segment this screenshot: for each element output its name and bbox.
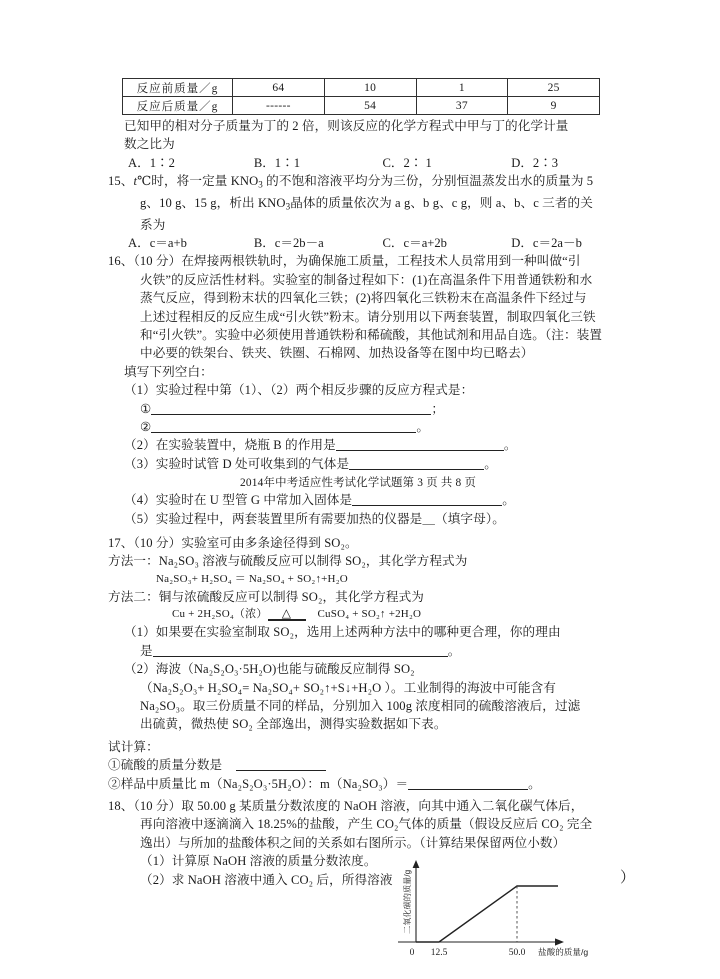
q17-method1 bbox=[108, 552, 608, 570]
page-content bbox=[108, 78, 608, 889]
q17-answer-blank-1[interactable] bbox=[153, 643, 448, 657]
q16-body-line2: 火铁”的反应活性材料。实验室的制备过程如下：(1)在高温条件下用普通铁粉和水 bbox=[140, 272, 593, 287]
q16-fill-prompt: 填写下列空白： bbox=[124, 364, 213, 379]
q15-sub-2: 3 bbox=[285, 201, 291, 212]
q16-sub3 bbox=[108, 455, 608, 473]
q16-sub2-tail: 。 bbox=[503, 438, 517, 453]
q17-sub1-line1: （1）如果要在实验室制取 SO₂，选用上述两种方法中的哪种更合理，你的理由 bbox=[124, 625, 561, 640]
q16-answer-blank-4[interactable] bbox=[349, 456, 484, 470]
q16-sub4-label: （4）实验时在 U 型管 G 中常加入固体是 bbox=[124, 493, 353, 508]
q15-option-c[interactable]: C．c＝a+2b bbox=[382, 235, 447, 250]
cell-after-2: 54 bbox=[324, 97, 416, 115]
q18-sub1: （1）计算原 NaOH 溶液的质量分数浓度。 bbox=[140, 854, 377, 869]
q17-answer-blank-3[interactable] bbox=[408, 776, 528, 790]
row-label-before: 反应前质量／g bbox=[123, 79, 233, 97]
q15-line1-b: ℃时，将一定量 KNO bbox=[137, 174, 259, 189]
q17-calc2 bbox=[108, 775, 608, 793]
q16-answer-blank-1[interactable] bbox=[151, 401, 431, 415]
q17-sub1-prefix: 是 bbox=[140, 643, 153, 658]
q16-sub1-b-tail: 。 bbox=[416, 420, 430, 435]
q16-number: 16、 bbox=[108, 254, 134, 269]
q18-line1-text: 取 50.00 g 某质量分数浓度的 NaOH 溶液，向其中通入二氧化碳气体后， bbox=[181, 798, 584, 813]
q17-sub1-tail: 。 bbox=[447, 643, 461, 658]
q17-calc1 bbox=[108, 756, 608, 774]
q15-option-a[interactable]: A．c＝a+b bbox=[128, 235, 187, 250]
q18-sub2: （2）求 NaOH 溶液中通入 CO₂ 后，所得溶液 bbox=[140, 872, 393, 887]
q17-method2-text: 铜与浓硫酸反应可以制得 SO₂，其化学方程式为 bbox=[158, 589, 425, 604]
q17-score: （10 分） bbox=[133, 536, 182, 551]
q17-head-text: 实验室可由多条途径得到 SO₂。 bbox=[181, 536, 358, 551]
q15-temp-var: t bbox=[133, 174, 138, 189]
q15-line1-c: 的不饱和溶液平均分为三份，分别恒温蒸发出水的质量为 5 bbox=[262, 174, 594, 189]
q16-answer-blank-3[interactable] bbox=[336, 437, 504, 451]
q17-number: 17、 bbox=[108, 536, 134, 551]
q18-number: 18、 bbox=[108, 798, 134, 813]
cell-before-4: 25 bbox=[508, 79, 600, 97]
table-row bbox=[123, 79, 600, 97]
q17-sub2-line3: Na₂SO₃。取三份质量不同的样品，分别加入 100g 浓度相同的硫酸溶液后，过滤 bbox=[140, 698, 581, 713]
q15-options bbox=[108, 234, 608, 252]
heat-triangle-icon: △ bbox=[268, 607, 306, 621]
q18-line1 bbox=[108, 797, 608, 815]
q15-option-b[interactable]: B．c＝2b－a bbox=[253, 235, 324, 250]
q17-sub2-line2: （Na₂S₂O₃+ H₂SO₄= Na₂SO₄+ SO₂↑+S↓+H₂O ）。工业制得的海波中可能含有 bbox=[140, 680, 556, 695]
q17-method2-equation bbox=[108, 606, 608, 623]
q15-option-d[interactable]: D．c＝2a－b bbox=[511, 235, 582, 250]
q16-sub4-tail: 。 bbox=[502, 493, 515, 508]
q17-answer-blank-2[interactable] bbox=[236, 757, 326, 771]
q16-sub1: （1）实验过程中第（1）、（2）两个相反步骤的反应方程式是： bbox=[124, 383, 474, 398]
q15-line1 bbox=[108, 172, 608, 194]
chart-x-axis-label: 盐酸的质量/g bbox=[538, 947, 589, 957]
q18-sub2-closing-paren: ） bbox=[620, 870, 636, 886]
cell-after-3: 37 bbox=[416, 97, 508, 115]
q15-line2-a: g、10 g、15 g，析出 KNO bbox=[140, 195, 286, 210]
cell-before-1: 64 bbox=[233, 79, 325, 97]
q16-sub1-a-tail: ； bbox=[431, 401, 445, 416]
q18-line3: 逸出）与所加的盐酸体积之间的关系如右图所示。（计算结果保留两位小数） bbox=[140, 835, 566, 850]
q14-tail-line1: 已知甲的相对分子质量为丁的 2 倍，则该反应的化学方程式中甲与丁的化学计量 bbox=[124, 119, 569, 133]
q14-options bbox=[108, 154, 608, 172]
chart-y-axis-label: 二氧化碳的质量/g bbox=[403, 869, 412, 934]
chart-xtick-0: 0 bbox=[409, 948, 415, 958]
q17-method2-eq-left: Cu + 2H₂SO₄（浓） bbox=[172, 608, 268, 621]
q17-head bbox=[108, 534, 608, 552]
chart-svg bbox=[398, 856, 698, 974]
q14-option-a[interactable]: A．1∶2 bbox=[128, 155, 175, 170]
cell-after-1: ------ bbox=[233, 97, 325, 115]
q16-sub3-tail: 。 bbox=[484, 456, 497, 471]
chart-data-line bbox=[416, 886, 558, 942]
q16-line1 bbox=[108, 252, 608, 270]
q17-sub1-line2 bbox=[108, 642, 608, 660]
q17-method1-label: 方法一： bbox=[108, 554, 159, 569]
q17-calc1-label: ①硫酸的质量分数是 bbox=[108, 758, 223, 773]
cell-after-4: 9 bbox=[508, 97, 600, 115]
q16-body-line1: 在焊接两根铁轨时，为确保施工质量，工程技术人员常用到一种叫做“引 bbox=[181, 254, 581, 269]
q16-sub1-a bbox=[108, 400, 608, 418]
q16-sub2-label: （2）在实验装置中，烧瓶 B 的作用是 bbox=[124, 438, 336, 453]
q16-sub4 bbox=[108, 491, 608, 509]
q15-line3: 系为 bbox=[140, 217, 166, 232]
q14-option-c[interactable]: C．2∶ 1 bbox=[382, 155, 432, 170]
chart-xtick-125: 12.5 bbox=[430, 948, 448, 958]
q15-line2-b: 晶体的质量依次为 a g、b g、c g，则 a、b、c 三者的关 bbox=[290, 195, 593, 210]
q16-score: （10 分） bbox=[133, 254, 182, 269]
chart-x-axis-arrow-icon bbox=[555, 938, 564, 945]
q16-body-line6: 中必要的铁架台、铁夹、铁圈、石棉网、加热设备等在图中均已略去） bbox=[140, 346, 534, 361]
q17-method1-text: Na₂SO₃ 溶液与硫酸反应可以制得 SO₂，其化学方程式为 bbox=[158, 554, 468, 569]
q17-method2-eq-right: CuSO₄ + SO₂↑ +2H₂O bbox=[317, 608, 422, 621]
q16-sub5: （5）实验过程中，两套装置里所有需要加热的仪器是＿（填字母）。 bbox=[124, 511, 505, 526]
q16-sub1-a-marker: ① bbox=[140, 401, 152, 416]
q17-method2 bbox=[108, 588, 608, 606]
q16-sub1-b bbox=[108, 418, 608, 436]
q18-score: （10 分） bbox=[133, 798, 182, 813]
q18-line2: 再向溶液中逐滴滴入 18.25%的盐酸，产生 CO₂气体的质量（假设反应后 CO₂ 完全 bbox=[140, 817, 593, 832]
page-footer-note: 2014年中考适应性考试化学试题第 3 页 共 8 页 bbox=[239, 477, 477, 490]
q17-method1-equation: Na₂SO₃+ H₂SO₄ ＝ Na₂SO₄ + SO₂↑+H₂O bbox=[156, 572, 348, 585]
mass-data-table bbox=[122, 78, 600, 115]
q16-answer-blank-2[interactable] bbox=[151, 419, 416, 433]
q17-sub2-line4: 出硫黄，微热使 SO₂ 全部逸出，测得实验数据如下表。 bbox=[140, 717, 447, 732]
q16-answer-blank-5[interactable] bbox=[352, 492, 502, 506]
q16-body-line5: 和“引火铁”。实验中必须使用普通铁粉和稀硫酸，其他试剂和用品自选。（注：装置 bbox=[140, 328, 603, 342]
q17-calc2-label: ②样品中质量比 m（Na₂S₂O₃·5H₂O）：m（Na₂SO₃）＝ bbox=[108, 776, 409, 791]
q17-calc2-tail: 。 bbox=[528, 776, 541, 791]
q14-option-b[interactable]: B．1∶1 bbox=[253, 155, 300, 170]
q17-method2-label: 方法二： bbox=[108, 589, 159, 604]
q16-body-line4: 上述过程相反的反应生成“引火铁”粉末。请分别用以下两套装置，制取四氧化三铁 bbox=[140, 309, 596, 324]
q14-tail-line2: 数之比为 bbox=[124, 137, 175, 152]
q17-sub2-line1: （2）海波（Na₂S₂O₃·5H₂O)也能与硫酸反应制得 SO₂ bbox=[124, 662, 415, 677]
q14-option-d[interactable]: D．2∶3 bbox=[511, 155, 559, 170]
q15-sub-1: 3 bbox=[258, 179, 263, 190]
q16-sub3-label: （3）实验时试管 D 处可收集到的气体是 bbox=[124, 456, 350, 471]
cell-before-2: 10 bbox=[324, 79, 416, 97]
q16-sub2 bbox=[108, 436, 608, 454]
q15-number: 15、 bbox=[108, 174, 134, 189]
q16-sub1-b-marker: ② bbox=[140, 420, 152, 435]
q15-line2 bbox=[108, 194, 608, 216]
table-row bbox=[123, 97, 600, 115]
q16-body-line3: 蒸气反应，得到粉末状的四氧化三铁；(2)将四氧化三铁粉末在高温条件下经过与 bbox=[140, 291, 587, 306]
chart-y-axis-arrow-icon bbox=[413, 860, 420, 868]
q17-calc-head: 试计算： bbox=[108, 739, 159, 754]
row-label-after: 反应后质量／g bbox=[123, 97, 233, 115]
cell-before-3: 1 bbox=[416, 79, 508, 97]
co2-vs-hcl-chart bbox=[398, 856, 698, 974]
chart-xtick-500: 50.0 bbox=[508, 948, 526, 958]
